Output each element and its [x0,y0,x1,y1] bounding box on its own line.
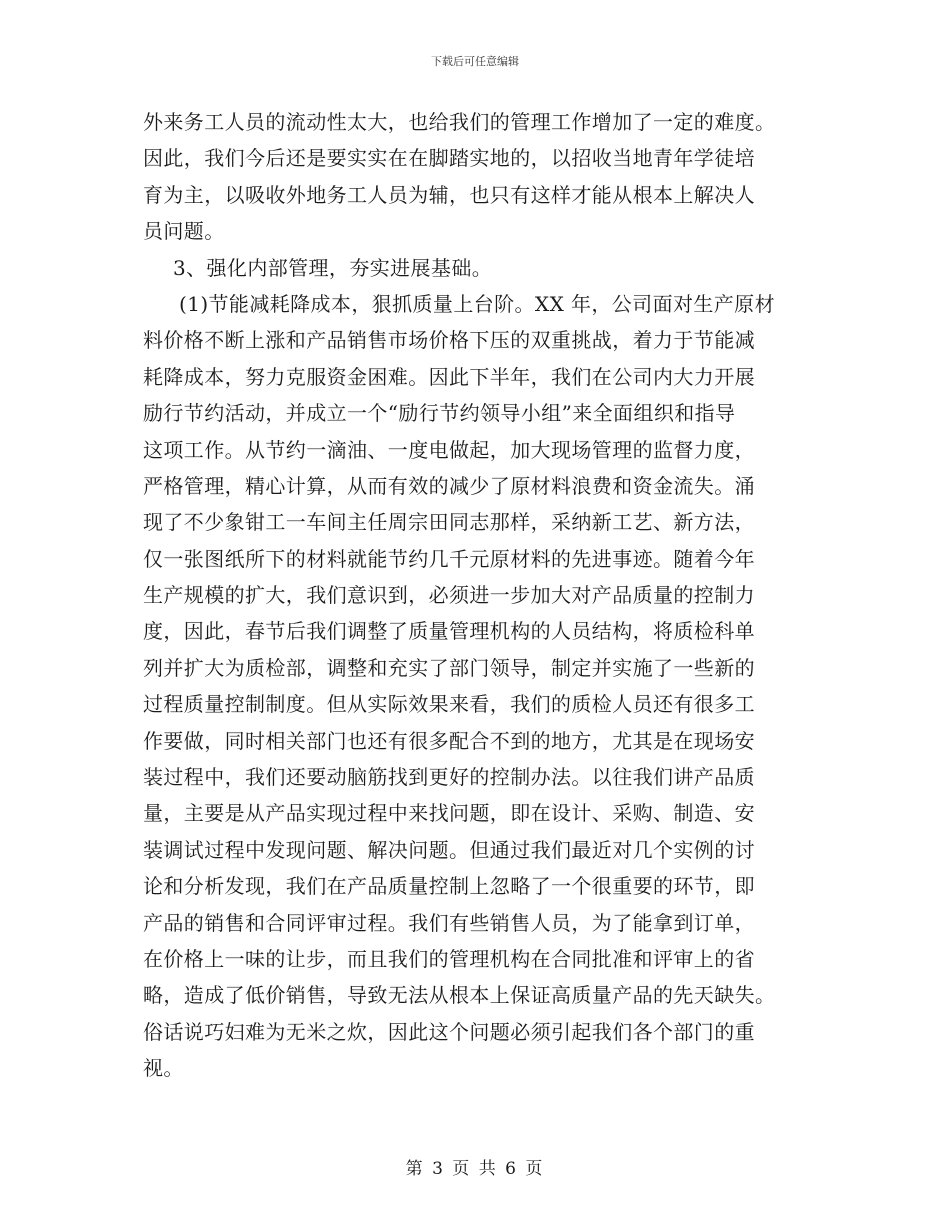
text-line: 论和分析发现，我们在产品质量控制上忽略了一个很重要的环节，即 [143,874,755,899]
text-line: 略，造成了低价销售，导致无法从根本上保证高质量产品的先天缺失。 [143,983,776,1008]
page-footer: 第 3 页 共 6 页 [405,1159,545,1179]
text-line: 耗降成本，努力克服资金困难。因此下半年，我们在公司内大力开展 [143,364,755,389]
text-line: 俗话说巧妇难为无米之炊，因此这个问题必须引起我们各个部门的重 [143,1019,755,1044]
text-line: 度，因此，春节后我们调整了质量管理机构的人员结构，将质检科单 [143,619,755,644]
text-line: 产品的销售和合同评审过程。我们有些销售人员，为了能拿到订单， [143,910,755,935]
text-line: 过程质量控制制度。但从实际效果来看，我们的质检人员还有很多工 [143,692,755,717]
text-line: 外来务工人员的流动性太大，也给我们的管理工作增加了一定的难度。 [143,110,776,134]
text-line: 视。 [143,1056,184,1081]
text-line: 严格管理，精心计算，从而有效的减少了原材料浪费和资金流失。涌 [143,473,755,498]
text-line: 装调试过程中发现问题、解决问题。但通过我们最近对几个实例的讨 [143,837,755,862]
text-line: 料价格不断上涨和产品销售市场价格下压的双重挑战，着力于节能减 [143,328,755,353]
text-line: 现了不少象钳工一车间主任周宗田同志那样，采纳新工艺、新方法， [143,510,755,535]
text-line: (1)节能减耗降成本，狠抓质量上台阶。XX 年，公司面对生产原材 [179,291,775,316]
text-line: 员问题。 [143,219,225,244]
section-heading: 3、强化内部管理，夯实进展基础。 [173,255,493,280]
text-line: 因此，我们今后还是要实实在在脚踏实地的，以招收当地青年学徒培 [143,146,755,171]
text-line: 量，主要是从产品实现过程中来找问题，即在设计、采购、制造、安 [143,801,755,826]
text-line: 励行节约活动，并成立一个“励行节约领导小组”来全面组织和指导 [143,401,736,426]
text-line: 生产规模的扩大，我们意识到，必须进一步加大对产品质量的控制力 [143,583,755,608]
page-header: 下载后可任意编辑 [431,55,519,68]
text-line: 育为主，以吸收外地务工人员为辅，也只有这样才能从根本上解决人 [143,182,755,207]
text-line: 仅一张图纸所下的材料就能节约几千元原材料的先进事迹。随着今年 [143,546,755,571]
text-line: 装过程中，我们还要动脑筋找到更好的控制办法。以往我们讲产品质 [143,765,755,790]
text-line: 在价格上一味的让步，而且我们的管理机构在合同批准和评审上的省 [143,946,755,971]
text-line: 这项工作。从节约一滴油、一度电做起，加大现场管理的监督力度， [143,437,755,462]
text-line: 作要做，同时相关部门也还有很多配合不到的地方，尤其是在现场安 [143,728,755,753]
text-line: 列并扩大为质检部，调整和充实了部门领导，制定并实施了一些新的 [143,655,755,680]
document-body [143,104,817,1087]
